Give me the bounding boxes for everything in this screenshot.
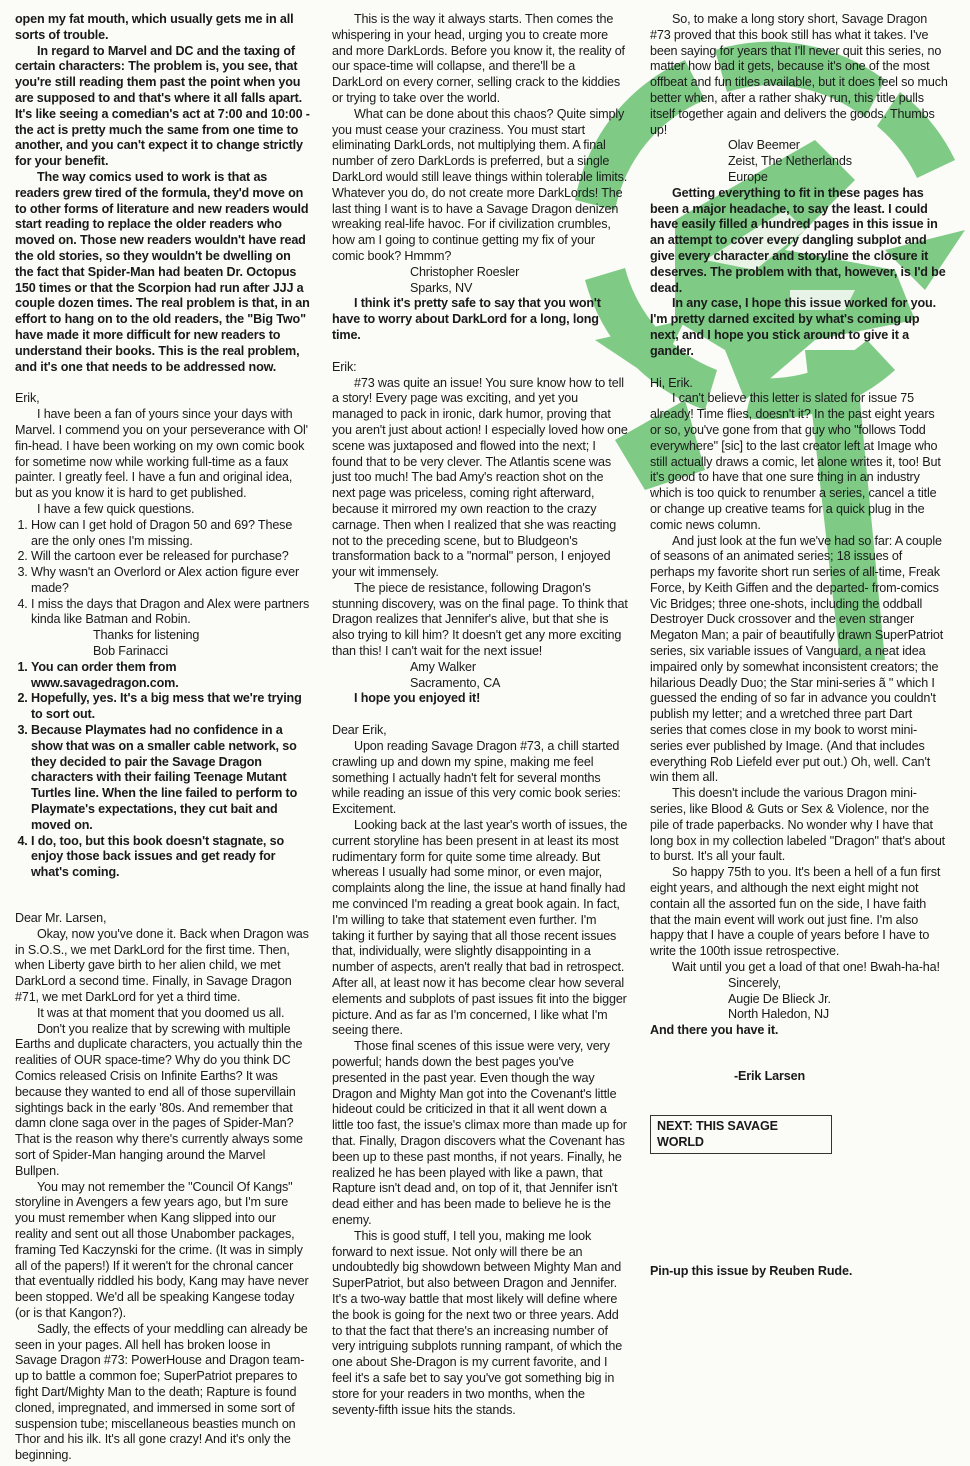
editor-reply: I hope you enjoyed it! [354, 691, 481, 706]
letter-paragraph: Upon reading Savage Dragon #73, a chill started crawling up and down my spine, making me feel something I actually hadn't felt for several months while reading an issue of this very comic book series: Excitement. [332, 739, 621, 817]
paragraph-way-comics: The way comics used to work is that as readers grew tired of the formula, they'd move on to other forms of literature and new readers would start reading to replace the older readers who moved on. Those new readers wouldn't have read the old stories, so they wouldn't be dwelling on the fact that Spider-Man had beaten Dr. Octopus 150 times or that the Scorpion had run after JJJ a couple dozen times. The real problem is that, in an effort to hang on to the old readers, the "Big Two" have made it more difficult for new readers to understand their books. This is the real problem, and it's one that needs to be addressed now. [15, 169, 310, 374]
letter-paragraph: Looking back at the last year's worth of issues, the current storyline has been present in at least its most rudimentary form for quite some time already. But whereas I usually had some minor, or even major, complaints along the line, the issue at hand finally had me convinced I'm reading a great book again. In fact, I'm willing to take that statement even further. I'm taking it further by saying that all those recent issues that, individually, were slightly disappointing in a number of aspects, aren't really that bad in retrospect. After all, at least now it has become clear how several elements and subplots of past issues fit into the bigger picture. And as far as I'm concerned, I like what I'm seeing there. [332, 818, 628, 1038]
paragraph-marvel-dc: In regard to Marvel and DC and the taxing of certain characters: The problem is, you see, that you're still reading them past the point when you are supposed to and that's where it all falls apart. It's like seeing a comedian's act at 7:00 and 10:00 - the act is pretty much the same from one time to another, and you can't expect it to change strictly for your benefit. [15, 43, 310, 169]
answer-item: 4. I do, too, but this book doesn't stagnate, so enjoy those back issues and get ready for what's coming. [31, 834, 311, 881]
salutation: Erik, [15, 391, 40, 406]
editor-reply: I think it's pretty safe to say that you won't have to worry about DarkLord for a long, long time. [332, 296, 601, 342]
question-item: 1. How can I get hold of Dragon 50 and 69? These are the only ones I'm missing. [31, 518, 311, 550]
letter-place: Europe [728, 169, 768, 184]
editor-reply: And there you have it. [650, 1023, 779, 1038]
answer-item: 2. Hopefully, yes. It's a big mess that we're trying to sort out. [31, 691, 311, 723]
letter-place: Sparks, NV [410, 280, 473, 295]
letter-paragraph: I can't believe this letter is slated for issue 75 already! Time flies, doesn't it? In the past eight years or so, you've gone from that guy who "follows Todd everywhere" [sic] to the last creator left at Image who still actually draws a comic, let alone writes it, too! But it's good to have that one sure thing in an industry which is too quick to renumber a series, cancel a title or change up creative teams for a quick plug in the comic news column. [650, 391, 941, 532]
letter-place: Sacramento, CA [410, 675, 501, 690]
question-item: 2. Will the cartoon ever be released for purchase? [31, 549, 311, 565]
editor-reply: Getting everything to fit in these pages has been a major headache, to say the least. I could have easily filled a hundred pages in this issue in an attempt to cover every dangling subplot and give every character and storyline the closure it deserves. The problem with that, however, is I'd be dead. [650, 185, 946, 295]
letter-paragraph: It was at that moment that you doomed us all. [37, 1005, 285, 1020]
letter-signature: Augie De Blieck Jr. [728, 991, 831, 1006]
answer-item: 3. Because Playmates had no confidence in a show that was on a smaller cable network, so they decided to pair the Savage Dragon characters with their failing Teenage Mutant Turtles line. When the line failed to perform to Playmate's expectations, they cut bait and moved on. [31, 723, 311, 834]
letter-closing: Thanks for listening [93, 628, 200, 643]
question-item: 3. Why wasn't an Overlord or Alex action figure ever made? [31, 565, 311, 597]
letter-paragraph: The piece de resistance, following Dragon's stunning discovery, was on the final page. To think that Dragon realizes that Jennifer's alive, but that she is also trying to kill him? It doesn't get any more exciting than this! I can't wait for the next issue! [332, 580, 628, 659]
letter-paragraph: I have been a fan of yours since your days with Marvel. I commend you on your perseverance with Ol' fin-head. I have been working on my own comic book for sometime now while working full-time as a faux painter. I greatly feel. I have a fun and original idea, but as you know it is hard to get published. [15, 407, 308, 501]
answer-item: 1. You can order them from www.savagedragon.com. [31, 660, 311, 692]
letter-paragraph: And just look at the fun we've had so far: A couple of seasons of an animated series; 18 issues of perhaps my favorite short run series of all-time, Freak Force, by Keith Giffen and the departed- from-comics Vic Bridges; three one-shots, including the oddball Destroyer Duck crossover and the even stranger Megaton Man; a pair of beautifully drawn SuperPatriot series, six variable issues of Vanguard, a neat idea impaired only by somewhat inconsistent creators; the hilarious Deadly Duo; the Star mini-series ã " which I guessed the ending of so far in advance you couldn't publish my letter; and a wretched three part Dart series that comes close in my book to worst mini-series ever published by Image. (And that includes everything Rob Liefeld ever put out.) Oh, well. Can't win them all. [650, 533, 944, 785]
salutation: Dear Erik, [332, 723, 387, 738]
letter-signature: Amy Walker [410, 659, 476, 674]
letter-paragraph: What can be done about this chaos? Quite simply you must cease your craziness. You must start eliminating DarkLords, not multiplying them. A final number of zero DarkLords is preferred, but a single DarkLord would still leave things within tolerable limits. Whatever you do, do not create more DarkLords! The last thing I want is to have a Savage Dragon denizen wreaking real-life havoc. For if civilization crumbles, how am I going to continue getting my fix of your comic book? Hmmm? [332, 106, 628, 263]
left-column [15, 12, 311, 1463]
middle-column [332, 12, 628, 1456]
letter-signature: Christopher Roesler [410, 264, 520, 279]
next-issue-box [650, 1115, 832, 1155]
letter-signature: Olav Beemer [728, 138, 800, 153]
letter-paragraph: So, to make a long story short, Savage Dragon #73 proved that this book still has what it takes. I've been saying for years that I'll never quit this series, no matter how bad it gets, because it's one of the most offbeat and fun titles available, but it does feel so much better when, after a rather shaky run, this title pulls itself together again and delivers the goods. Thumbs up! [650, 12, 948, 137]
editor-signoff: -Erik Larsen [734, 1069, 805, 1083]
question-list [15, 518, 311, 629]
next-issue-label: NEXT: THIS SAVAGE WORLD [657, 1118, 778, 1149]
paragraph-fat-mouth: open my fat mouth, which usually gets me in all sorts of trouble. [15, 12, 294, 42]
letter-place: North Haledon, NJ [728, 1007, 830, 1022]
salutation: Erik: [332, 359, 357, 374]
salutation: Hi, Erik. [650, 375, 693, 390]
letter-paragraph: #73 was quite an issue! You sure know how to tell a story! Every page was exciting, and yet you managed to pack in ironic, dark humor, proving that you aren't just about action! I especially loved how one scene was juxtaposed and flowed into the next; I found that to be very clever. The Atlantis scene was just too much! The bad Amy's reaction shot on the next page was priceless, coming right afterward, because it mirrored my own reaction to the crazy carnage. Then when I realized that she was reacting not to the preceding scene, but to Bludgeon's transformation back to a "normal" person, I enjoyed your wit immensely. [332, 375, 628, 580]
letter-paragraph: Don't you realize that by screwing with multiple Earths and duplicate characters, you actually thin the realities of OUR space-time? Why do you think DC Comics released Crisis on Infinite Earths? It was because they wanted to end all of those supervillain sightings back in the early '80s. And remember that damn clone saga over in the pages of Spider-Man? That is the reason why there's currently always some sort of Spider-Man hanging around the Marvel Bullpen. [15, 1021, 303, 1178]
answer-list [15, 660, 311, 881]
letter-paragraph: You may not remember the "Council Of Kangs" storyline in Avengers a few years ago, but I'm sure you must remember when Kang slipped into our reality and sent out all those Unabomber packages, framing Ted Kaczynski for the crime. (It was in simply all of the papers!) If it weren't for the chronal cancer that eventually riddled his body, Kang may have never been stopped. We'd all be speaking Kangese today (or is that Kangon?). [15, 1179, 309, 1320]
letter-closing: Sincerely, [728, 975, 781, 990]
letter-paragraph: This is good stuff, I tell you, making me look forward to next issue. Not only will there be an undoubtedly big showdown between Mighty Man and SuperPatriot, but also between Dragon and Jennifer. It's a two-way battle that most likely will define where the book is going for the next two or three years. Add to that the fact that there's an increasing number of very intriguing subplots running rampant, of which the one about She-Dragon is my current favorite, and I feel it's a safe bet to say you've got something big in store for your readers in two months, when the seventy-fifth issue hits the stands. [332, 1228, 623, 1417]
right-column [650, 12, 948, 1456]
question-item: 4. I miss the days that Dragon and Alex were partners kinda like Batman and Robin. [31, 597, 311, 629]
editor-reply: In any case, I hope this issue worked for you. I'm pretty darned excited by what's coming up next, and I hope you stick around to give it a gander. [650, 296, 936, 358]
letter-paragraph: I have a few quick questions. [37, 501, 195, 516]
pinup-credit: Pin-up this issue by Reuben Rude. [650, 1264, 853, 1279]
letter-paragraph: This is the way it always starts. Then comes the whispering in your head, urging you to create more and more DarkLords. Before you know it, the reality of our space-time will collapse, and there'll be a DarkLord on every corner, selling crack to the kiddies or trying to take over the world. [332, 12, 625, 105]
letter-paragraph: Okay, now you've done it. Back when Dragon was in S.O.S., we met DarkLord for the first time. Then, when Liberty gave birth to her alien child, we met DarkLord a second time. Finally, in Savage Dragon #71, we met DarkLord for yet a third time. [15, 926, 309, 1005]
letter-paragraph: Sadly, the effects of your meddling can already be seen in your pages. All hell has broken loose in Savage Dragon #73: PowerHouse and Dragon team-up to battle a common foe; SuperPatriot prepares to fight Dart/Mighty Man to the death; Rapture is found cloned, impregnated, and immersed in some sort of suspension tube; miscellaneous beasties munch on Thor and his ilk. It's all gone crazy! And it's only the beginning. [15, 1321, 308, 1463]
letter-paragraph: This doesn't include the various Dragon mini-series, like Blood & Guts or Sex & Violence, nor the pile of trade paperbacks. No wonder why I have that long box in my collection labeled "Dragon" that's about to burst. It's all your fault. [650, 786, 946, 864]
letter-paragraph: Those final scenes of this issue were very, very powerful; hands down the best pages you've presented in the past year. Even though the way Dragon and Mighty Man got into the Covenant's little hideout could be criticized in that it all went down a little too fast, the issue's climax more than made up for that. Finally, Dragon discovers what the Covenant has been up to these past months, if not years. Finally, he realized he has been played with like a pawn, that Rapture isn't dead and, on top of it, that Jennifer isn't dead either and has been made to believe he is the enemy. [332, 1039, 627, 1227]
letter-paragraph: So happy 75th to you. It's been a hell of a fun first eight years, and although the next eight might not contain all the assorted fun on the side, I have faith that the main event will work out just fine. I'm also happy that I have a couple of years before I have to write the 100th issue retrospective. [650, 865, 941, 959]
letter-place: Zeist, The Netherlands [728, 154, 852, 169]
letter-paragraph: Wait until you get a load of that one! Bwah-ha-ha! [672, 960, 940, 975]
letter-signature: Bob Farinacci [93, 644, 169, 659]
salutation: Dear Mr. Larsen, [15, 911, 107, 926]
